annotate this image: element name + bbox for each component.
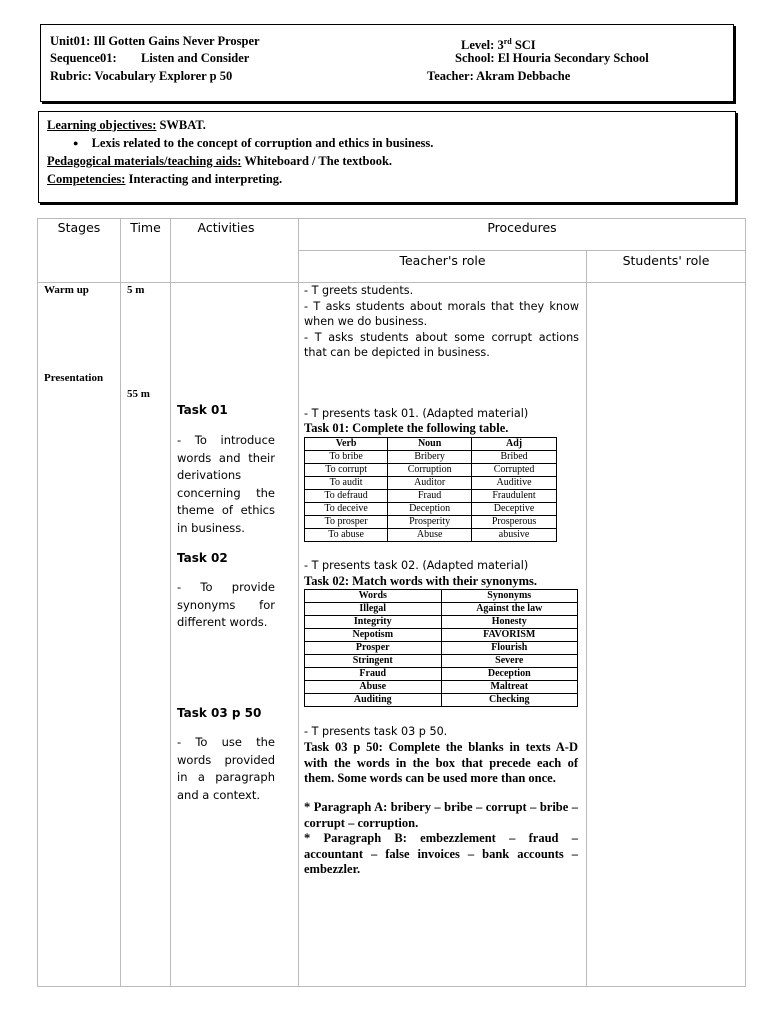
table-cell: To bribe — [305, 451, 388, 464]
level-sup: rd — [503, 37, 512, 46]
table-row — [305, 668, 578, 681]
table-row — [305, 438, 557, 451]
task3-paragraph-a: * Paragraph A: bribery – bribe – corrupt – bribe – corrupt – corruption. — [304, 800, 578, 830]
lo-bullet — [73, 134, 433, 153]
table-header-cell: Synonyms — [441, 590, 578, 603]
task3-paragraph-b: * Paragraph B: embezzlement – fraud – accountant – false invoices – bank accounts – embezzler. — [304, 831, 578, 876]
time-warmup: 5 m — [127, 284, 145, 296]
materials — [47, 152, 392, 170]
stage-presentation: Presentation — [44, 372, 104, 384]
table-row — [305, 516, 557, 529]
table-cell: To deceive — [305, 503, 388, 516]
table-row — [305, 629, 578, 642]
col-students: Students' role — [622, 253, 710, 268]
table-cell: FAVORISM — [441, 629, 578, 642]
activity-task1-title: Task 01 — [177, 403, 228, 417]
table-header-cell: Words — [305, 590, 442, 603]
sequence-value: Listen and Consider — [141, 51, 250, 65]
warmup-line-1: - T greets students. — [304, 284, 414, 297]
table-cell: Illegal — [305, 603, 442, 616]
table-cell: Flourish — [441, 642, 578, 655]
table-cell: Severe — [441, 655, 578, 668]
table-cell: Corrupted — [472, 464, 557, 477]
task1-intro: - T presents task 01. (Adapted material) — [304, 407, 529, 420]
lo-label: Learning objectives: — [47, 118, 157, 132]
table-header-cell: Noun — [388, 438, 472, 451]
col-activities: Activities — [197, 220, 255, 235]
bullet-icon: ● — [73, 138, 79, 148]
lo-bullet-text: Lexis related to the concept of corruption and ethics in business. — [91, 136, 434, 150]
table-row — [305, 477, 557, 490]
task2-title: Task 02: Match words with their synonyms. — [304, 574, 538, 588]
table-cell: Fraud — [388, 490, 472, 503]
table-cell: Against the law — [441, 603, 578, 616]
task1-title: Task 01: Complete the following table. — [304, 421, 509, 435]
table-cell: To abuse — [305, 529, 388, 542]
unit-title: Unit01: Ill Gotten Gains Never Prosper — [50, 34, 260, 48]
table-cell: Deception — [441, 668, 578, 681]
table-cell: To audit — [305, 477, 388, 490]
objectives-box — [38, 111, 736, 203]
table-header-cell: Verb — [305, 438, 388, 451]
table-cell: To prosper — [305, 516, 388, 529]
table-cell: Prosper — [305, 642, 442, 655]
materials-value: Whiteboard / The textbook. — [241, 154, 393, 168]
materials-label: Pedagogical materials/teaching aids: — [47, 154, 242, 168]
rubric: Rubric: Vocabulary Explorer p 50 — [50, 69, 233, 83]
table-cell: Stringent — [305, 655, 442, 668]
table-row — [305, 451, 557, 464]
table-cell: Auditing — [305, 694, 442, 707]
table-row — [305, 694, 578, 707]
warmup-line-3: - T asks students about some corrupt actions that can be depicted in business. — [304, 330, 579, 359]
table-cell: Corruption — [388, 464, 472, 477]
table-row — [305, 681, 578, 694]
table-cell: Integrity — [305, 616, 442, 629]
competencies-label: Competencies: — [47, 172, 126, 186]
task1-table — [304, 437, 557, 542]
task2-intro: - T presents task 02. (Adapted material) — [304, 559, 529, 572]
table-cell: Deception — [388, 503, 472, 516]
table-cell: Prosperity — [388, 516, 472, 529]
competencies — [47, 170, 282, 188]
activity-task2-desc: - To provide synonyms for different words. — [177, 580, 275, 629]
table-cell: Nepotism — [305, 629, 442, 642]
table-row — [305, 603, 578, 616]
col-teacher: Teacher's role — [399, 253, 486, 268]
table-cell: Abuse — [305, 681, 442, 694]
table-cell: Deceptive — [472, 503, 557, 516]
task3-intro: - T presents task 03 p 50. — [304, 725, 448, 738]
lo-value: SWBAT. — [156, 118, 206, 132]
warmup-line-2: - T asks students about morals that they know when we do business. — [304, 299, 579, 328]
table-header-cell: Adj — [472, 438, 557, 451]
table-cell: Abuse — [388, 529, 472, 542]
level-suffix: SCI — [511, 38, 536, 53]
table-cell: Auditor — [388, 477, 472, 490]
task3-instructions: Task 03 p 50: Complete the blanks in texts A-D with the words in the box that precede each of them. Some words can be used more than once. — [304, 740, 578, 785]
table-row — [305, 529, 557, 542]
table-cell: abusive — [472, 529, 557, 542]
table-row — [305, 490, 557, 503]
col-stages: Stages — [57, 220, 101, 235]
table-row — [305, 642, 578, 655]
col-procedures: Procedures — [487, 220, 557, 235]
header-box — [40, 24, 734, 102]
col-time: Time — [130, 220, 161, 235]
table-cell: To defraud — [305, 490, 388, 503]
table-row — [305, 503, 557, 516]
school: School: El Houria Secondary School — [455, 51, 649, 65]
table-cell: Bribery — [388, 451, 472, 464]
level-prefix: Level: 3 — [461, 38, 504, 53]
stage-warmup: Warm up — [44, 284, 89, 296]
learning-objectives — [47, 116, 206, 134]
table-cell: Maltreat — [441, 681, 578, 694]
table-cell: Prosperous — [472, 516, 557, 529]
time-presentation: 55 m — [127, 388, 150, 400]
table-cell: Auditive — [472, 477, 557, 490]
teacher: Teacher: Akram Debbache — [427, 69, 571, 83]
table-cell: Fraudulent — [472, 490, 557, 503]
table-cell: Honesty — [441, 616, 578, 629]
table-cell: Checking — [441, 694, 578, 707]
activity-task2-title: Task 02 — [177, 551, 228, 565]
activity-task1-desc: - To introduce words and their derivations concerning the theme of ethics in business. — [177, 433, 275, 535]
table-row — [305, 616, 578, 629]
activity-task3-title: Task 03 p 50 — [177, 706, 262, 720]
competencies-value: Interacting and interpreting. — [125, 172, 283, 186]
task2-table — [304, 589, 578, 707]
table-cell: To corrupt — [305, 464, 388, 477]
table-row — [305, 464, 557, 477]
table-row — [305, 590, 578, 603]
table-row — [305, 655, 578, 668]
activity-task3-desc: - To use the words provided in a paragraph and a context. — [177, 735, 275, 802]
warmup-procedure — [304, 283, 579, 361]
sequence-label: Sequence01: — [50, 51, 117, 65]
table-cell: Bribed — [472, 451, 557, 464]
table-cell: Fraud — [305, 668, 442, 681]
